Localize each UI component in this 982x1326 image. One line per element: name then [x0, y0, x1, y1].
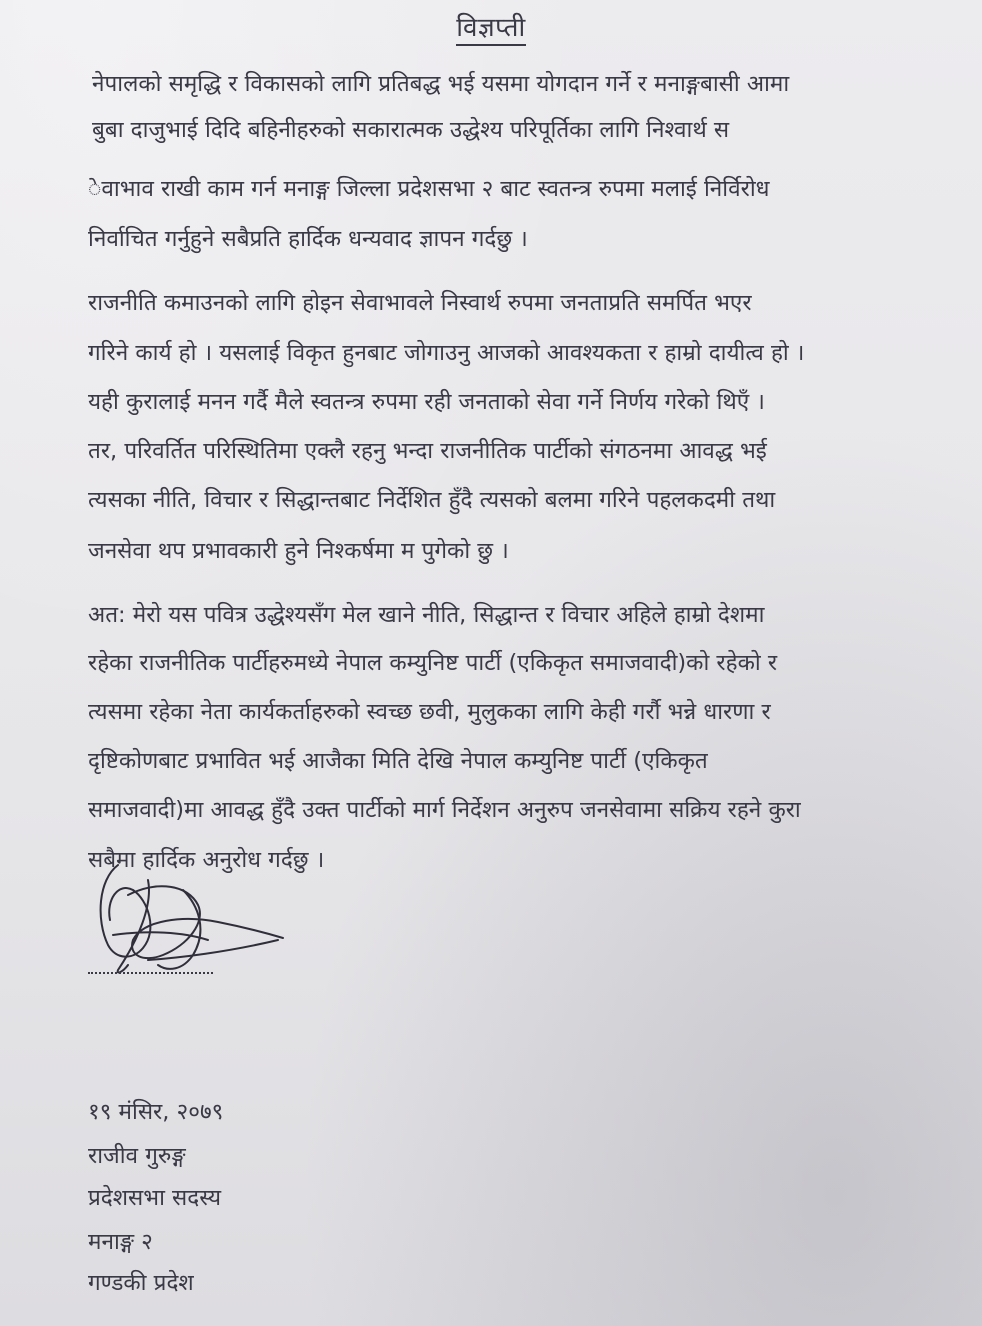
para3-line1: अत: मेरो यस पवित्र उद्धेश्यसँग मेल खाने नीति, सिद्धान्त र विचार अहिले हाम्रो देशमा: [88, 602, 765, 628]
para2-line6: जनसेवा थप प्रभावकारी हुने निश्कर्षमा म पुगेको छु ।: [88, 538, 509, 564]
footer-constituency: मनाङ्ग २: [88, 1229, 153, 1255]
footer-date: १९ मंसिर, २०७९: [88, 1099, 224, 1125]
footer-position: प्रदेशसभा सदस्य: [88, 1185, 222, 1211]
footer-name: राजीव गुरुङ्ग: [88, 1143, 186, 1169]
para2-line2: गरिने कार्य हो । यसलाई विकृत हुनबाट जोगाउनु आजको आवश्यकता र हाम्रो दायीत्व हो ।: [88, 340, 805, 366]
para1-line4: निर्वाचित गर्नुहुने सबैप्रति हार्दिक धन्यवाद ज्ञापन गर्दछु ।: [88, 226, 528, 252]
para3-line2: रहेका राजनीतिक पार्टीहरुमध्ये नेपाल कम्युनिष्ट पार्टी (एकिकृत समाजवादी)को रहेको र: [88, 650, 778, 676]
para2-line5: त्यसका नीति, विचार र सिद्धान्तबाट निर्देशित हुँदै त्यसको बलमा गरिने पहलकदमी तथा: [88, 487, 776, 513]
para1-line3: ेवाभाव राखी काम गर्न मनाङ्ग जिल्ला प्रदेशसभा २ बाट स्वतन्त्र रुपमा मलाई निर्विरोध: [88, 176, 770, 202]
para3-line5: समाजवादी)मा आवद्ध हुँदै उक्त पार्टीको मार्ग निर्देशन अनुरुप जनसेवामा सक्रिय रहने कुरा: [88, 797, 801, 823]
document-title: [0, 8, 982, 44]
para3-line4: दृष्टिकोणबाट प्रभावित भई आजैका मिति देखि नेपाल कम्युनिष्ट पार्टी (एकिकृत: [88, 748, 708, 774]
para3-line3: त्यसमा रहेका नेता कार्यकर्ताहरुको स्वच्छ छवी, मुलुकका लागि केही गर्रौ भन्ने धारणा र: [88, 699, 771, 725]
para3-line6: सबैमा हार्दिक अनुरोध गर्दछु ।: [88, 847, 325, 873]
title-text: विज्ञप्ती: [456, 13, 525, 46]
para2-line3: यही कुरालाई मनन गर्दै मैले स्वतन्त्र रुपमा रही जनताको सेवा गर्ने निर्णय गरेको थिएँ ।: [88, 389, 765, 415]
para2-line1: राजनीति कमाउनको लागि होइन सेवाभावले निस्वार्थ रुपमा जनताप्रति समर्पित भएर: [88, 290, 752, 316]
para2-line4: तर, परिवर्तित परिस्थितिमा एक्लै रहनु भन्दा राजनीतिक पार्टीको संगठनमा आवद्ध भई: [88, 438, 767, 464]
signature-dotted-line: [88, 972, 213, 974]
footer-province: गण्डकी प्रदेश: [88, 1270, 194, 1296]
signature-image: [88, 860, 308, 990]
para1-line2: बुबा दाजुभाई दिदि बहिनीहरुको सकारात्मक उद्धेश्य परिपूर्तिका लागि निश्वार्थ स: [92, 117, 730, 143]
para1-line1: नेपालको समृद्धि र विकासको लागि प्रतिबद्ध भई यसमा योगदान गर्ने र मनाङ्गबासी आमा: [92, 71, 790, 97]
